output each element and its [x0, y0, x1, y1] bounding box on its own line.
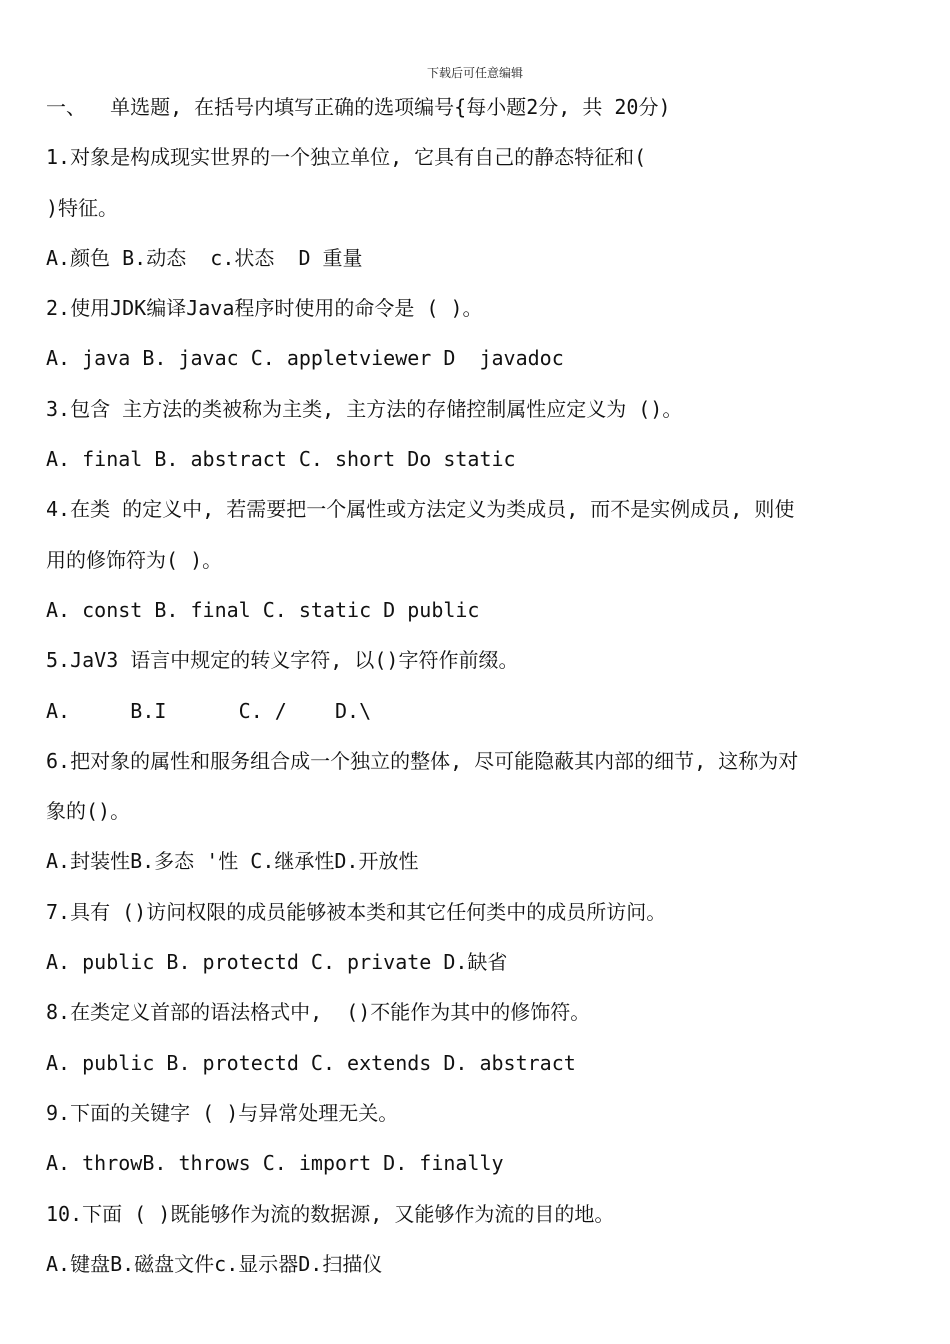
question-4-text-continued: 用的修饰符为( )。 — [46, 547, 223, 572]
question-7-options: A. public B. protectd C. private D.缺省 — [46, 950, 508, 975]
question-1-text: 1.对象是构成现实世界的一个独立单位, 它具有自己的静态特征和( — [46, 145, 647, 170]
question-2-text: 2.使用JDK编译Java程序时使用的命令是 ( )。 — [46, 296, 483, 321]
question-2-options: A. java B. javac C. appletviewer D javadoc — [46, 346, 564, 371]
question-6-text: 6.把对象的属性和服务组合成一个独立的整体, 尽可能隐蔽其内部的细节, 这称为对 — [46, 748, 799, 773]
question-9-options: A. throwB. throws C. import D. finally — [46, 1151, 504, 1176]
question-5-options: A. B.I C. / D.\ — [46, 698, 372, 723]
section-heading: 一、 单选题, 在括号内填写正确的选项编号{每小题2分, 共 20分) — [46, 95, 671, 119]
question-7-text: 7.具有 ()访问权限的成员能够被本类和其它任何类中的成员所访问。 — [46, 899, 667, 924]
question-4-text: 4.在类 的定义中, 若需要把一个属性或方法定义为类成员, 而不是实例成员, 则使 — [46, 497, 795, 522]
question-3-text: 3.包含 主方法的类被称为主类, 主方法的存储控制属性应定义为 ()。 — [46, 396, 683, 421]
question-9-text: 9.下面的关键字 ( )与异常处理无关。 — [46, 1100, 399, 1125]
page-header-note: 下载后可任意编辑 — [426, 66, 523, 80]
question-3-options: A. final B. abstract C. short Do static — [46, 447, 516, 472]
question-1-options: A.颜色 B.动态 c.状态 D 重量 — [46, 245, 363, 270]
question-10-text: 10.下面 ( )既能够作为流的数据源, 又能够作为流的目的地。 — [46, 1201, 615, 1226]
question-1-text-continued: )特征。 — [46, 195, 119, 220]
question-5-text: 5.JaV3 语言中规定的转义字符, 以()字符作前缀。 — [46, 648, 519, 673]
question-8-text: 8.在类定义首部的语法格式中, ()不能作为其中的修饰符。 — [46, 1000, 591, 1025]
question-6-options: A.封装性B.多态 '性 C.继承性D.开放性 — [46, 849, 419, 874]
question-4-options: A. const B. final C. static D public — [46, 597, 480, 622]
question-10-options: A.键盘B.磁盘文件c.显示器D.扫描仪 — [46, 1251, 383, 1276]
question-6-text-continued: 象的()。 — [46, 799, 131, 824]
question-8-options: A. public B. protectd C. extends D. abstract — [46, 1050, 576, 1075]
exam-content — [46, 82, 916, 1289]
